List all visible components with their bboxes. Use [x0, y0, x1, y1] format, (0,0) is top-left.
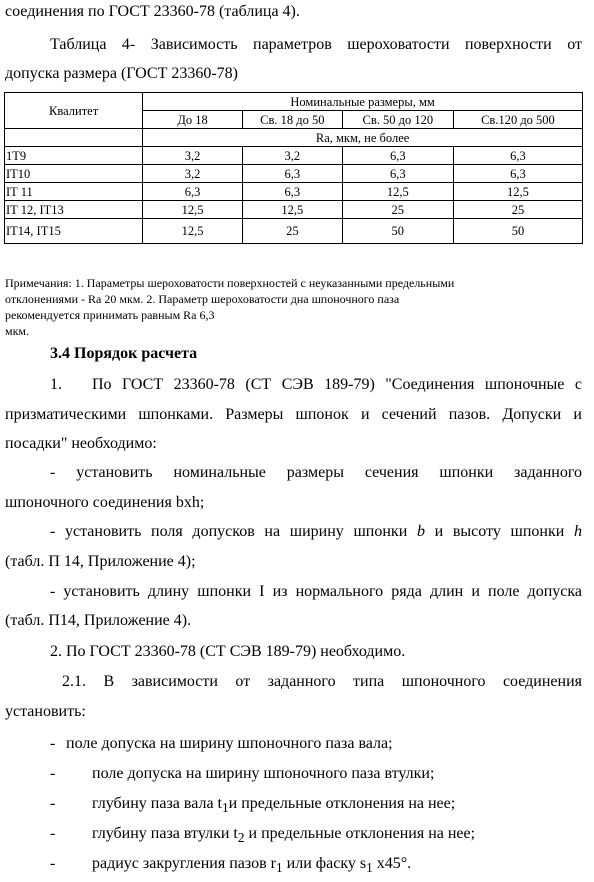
value-cell: 6,3 — [143, 183, 243, 201]
value-cell: 6,3 — [453, 165, 582, 183]
value-cell: 25 — [453, 201, 582, 219]
paragraph-text: 2. По ГОСТ 23360-78 (СТ СЭВ 189-79) необходимо. — [50, 643, 406, 660]
symbol-h: h — [574, 523, 583, 540]
bullet-text: (табл. П 14, Приложение 4); — [5, 553, 196, 570]
qualitet-cell: 1T9 — [5, 147, 143, 165]
paragraph-number: 1. — [50, 376, 62, 393]
symbol-b: b — [416, 523, 425, 540]
list-dash: - — [50, 855, 56, 872]
value-cell: 6,3 — [342, 147, 453, 165]
value-cell: 12,5 — [342, 183, 453, 201]
qualitet-cell: IT 12, IT13 — [5, 201, 143, 219]
value-cell: 12,5 — [242, 201, 342, 219]
value-cell: 12,5 — [143, 219, 243, 244]
paragraph-text: 2.1. В зависимости от заданного типа шпоночного соединения — [62, 673, 582, 690]
table-caption-cont: допуска размера (ГОСТ 23360-78) — [5, 65, 238, 82]
table-caption: Таблица 4- Зависимость параметров шероховатости поверхности от — [50, 36, 582, 53]
header-range: Св. 50 до 120 — [342, 111, 453, 129]
value-cell: 12,5 — [143, 201, 243, 219]
paragraph-text: посадки" необходимо: — [5, 435, 157, 452]
paragraph-text: установить: — [5, 703, 86, 720]
bullet-text: - установить номинальные размеры сечения шпонки заданного — [50, 464, 582, 481]
bullet-text: (табл. П14, Приложение 4). — [5, 612, 192, 629]
list-dash: - — [50, 825, 56, 842]
note-line: мкм. — [5, 324, 30, 338]
list-dash: - — [50, 765, 56, 782]
value-cell: 12,5 — [453, 183, 582, 201]
table-row — [5, 219, 583, 244]
roughness-table — [4, 92, 583, 244]
qualitet-cell: IT 11 — [5, 183, 143, 201]
list-dash: - — [50, 735, 56, 752]
note-line: Примечания: 1. Параметры шероховатости поверхностей с неуказанными предельными — [5, 276, 455, 290]
table-row — [5, 183, 583, 201]
bullet-text: шпоночного соединения bxh; — [5, 494, 205, 511]
value-cell: 3,2 — [143, 165, 243, 183]
table-row — [5, 201, 583, 219]
value-cell: 50 — [453, 219, 582, 244]
paragraph-text: призматическими шпонками. Размеры шпонок и сечений пазов. Допуски и — [5, 406, 582, 423]
qualitet-cell: IT14, IT15 — [5, 219, 143, 244]
value-cell: 3,2 — [242, 147, 342, 165]
value-cell: 6,3 — [342, 165, 453, 183]
unit-row: Ra, мкм, не более — [143, 129, 583, 147]
value-cell: 25 — [242, 219, 342, 244]
empty-cell — [5, 129, 143, 147]
list-item: глубину паза вала $t_1и$ предельные отклонения на нее; — [92, 795, 456, 816]
value-cell: 6,3 — [453, 147, 582, 165]
value-cell: 3,2 — [143, 147, 243, 165]
bullet-text: - установить поля допусков на ширину шпонки b и высоту шпонки h — [50, 523, 583, 540]
intro-line: соединения по ГОСТ 23360-78 (таблица 4). — [5, 3, 300, 20]
list-item: поле допуска на ширину шпоночного паза вала; — [66, 735, 393, 752]
table-row — [5, 165, 583, 183]
list-item: глубину паза втулки $t_2$ и предельные отклонения на нее; — [92, 825, 476, 846]
list-dash: - — [50, 795, 56, 812]
header-nominal: Номинальные размеры, мм — [143, 93, 583, 111]
note-line: отклонениями - Ra 20 мкм. 2. Параметр шероховатости дна шпоночного паза — [5, 292, 400, 306]
section-heading: 3.4 Порядок расчета — [50, 345, 198, 362]
qualitet-cell: IT10 — [5, 165, 143, 183]
paragraph-text: По ГОСТ 23360-78 (СТ СЭВ 189-79) "Соединения шпоночные с — [92, 376, 582, 393]
table-row — [5, 147, 583, 165]
bullet-text: - установить длину шпонки I из нормального ряда длин и поле допуска — [50, 583, 582, 600]
header-range: Св. 18 до 50 — [242, 111, 342, 129]
header-range: До 18 — [143, 111, 243, 129]
header-range: Св.120 до 500 — [453, 111, 582, 129]
value-cell: 6,3 — [242, 165, 342, 183]
list-item: поле допуска на ширину шпоночного паза втулки; — [92, 765, 435, 782]
note-line: рекомендуется принимать равным Ra 6,3 — [5, 308, 215, 322]
value-cell: 6,3 — [242, 183, 342, 201]
list-item: радиус закругления пазов $r_1$ или фаску $s_1$ x45°. — [92, 855, 412, 876]
value-cell: 50 — [342, 219, 453, 244]
value-cell: 25 — [342, 201, 453, 219]
header-qualitet: Квалитет — [5, 93, 143, 129]
